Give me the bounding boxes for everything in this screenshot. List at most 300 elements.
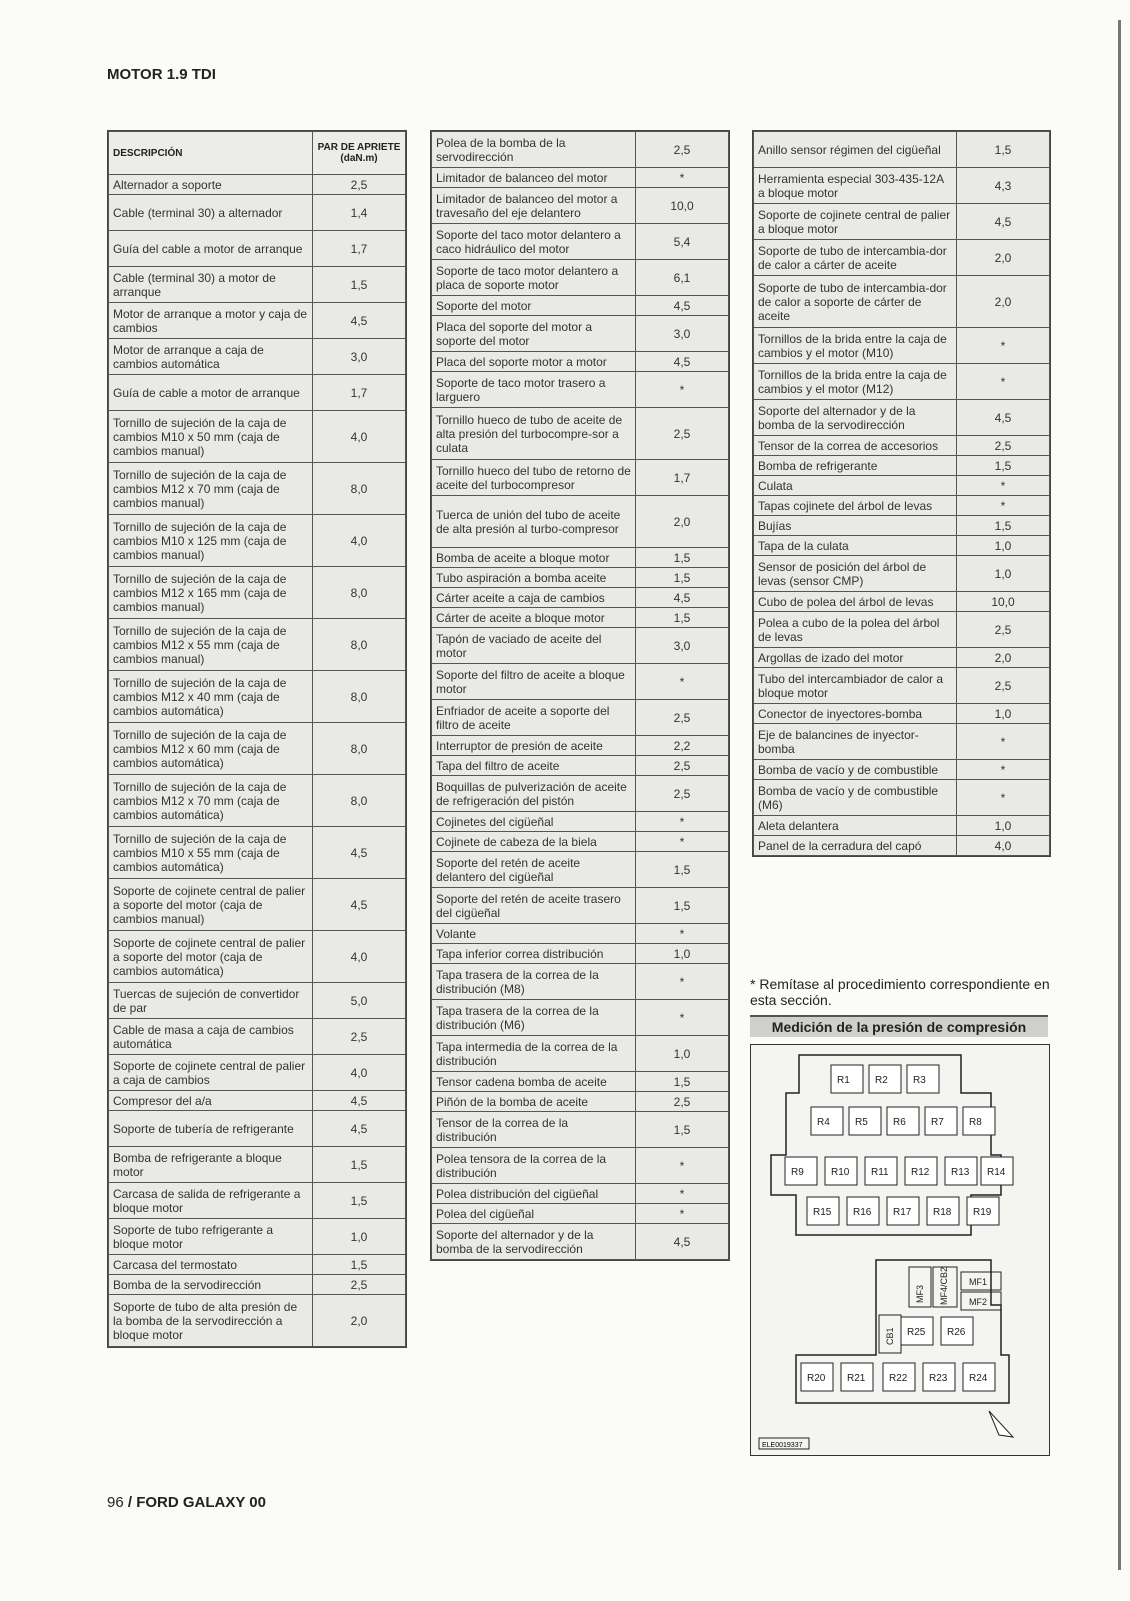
row-torque-value: 4,0: [313, 411, 406, 463]
row-torque-value: 2,5: [957, 612, 1050, 648]
table-row: [432, 1000, 729, 1036]
row-torque-value: 1,5: [636, 888, 729, 924]
row-description: Volante: [432, 924, 636, 944]
relay-label: R17: [893, 1207, 912, 1218]
table-row: [109, 267, 406, 303]
table-row: [432, 1148, 729, 1184]
table-row: [432, 608, 729, 628]
fuse-label: MF1: [969, 1277, 987, 1287]
row-torque-value: *: [636, 664, 729, 700]
row-torque-value: *: [636, 1000, 729, 1036]
row-torque-value: 4,0: [313, 1055, 406, 1091]
row-description: Boquillas de pulverización de aceite de refrigeración del pistón: [432, 776, 636, 812]
table-row: [432, 924, 729, 944]
row-description: Tornillo de sujeción de la caja de cambios M12 x 70 mm (caja de cambios manual): [109, 463, 313, 515]
relay-label: R2: [875, 1075, 888, 1086]
table-row: [432, 408, 729, 460]
table-row: [109, 339, 406, 375]
row-torque-value: 4,5: [313, 1111, 406, 1147]
row-description: Tensor de la correa de la distribución: [432, 1112, 636, 1148]
row-description: Soporte de tubo de alta presión de la bomba de la servodirección a bloque motor: [109, 1295, 313, 1347]
row-description: Tapón de vaciado de aceite del motor: [432, 628, 636, 664]
table-row: [754, 536, 1050, 556]
row-torque-value: 2,5: [636, 776, 729, 812]
row-description: Conector de inyectores-bomba: [754, 704, 957, 724]
relay-label: R25: [907, 1327, 926, 1338]
row-torque-value: 3,0: [636, 628, 729, 664]
table-row: [432, 296, 729, 316]
table-row: [432, 700, 729, 736]
table-row: [109, 1111, 406, 1147]
table-row: [432, 224, 729, 260]
row-description: Interruptor de presión de aceite: [432, 736, 636, 756]
table-row: [754, 816, 1050, 836]
row-description: Soporte de cojinete central de palier a soporte del motor (caja de cambios automática): [109, 931, 313, 983]
row-description: Motor de arranque a caja de cambios automática: [109, 339, 313, 375]
row-torque-value: *: [957, 760, 1050, 780]
row-description: Carcasa del termostato: [109, 1255, 313, 1275]
table-row: [754, 668, 1050, 704]
row-description: Alternador a soporte: [109, 175, 313, 195]
row-torque-value: 4,5: [636, 1224, 729, 1260]
row-description: Soporte del taco motor delantero a caco hidráulico del motor: [432, 224, 636, 260]
row-torque-value: 1,0: [957, 556, 1050, 592]
row-description: Tornillo de sujeción de la caja de cambios M12 x 165 mm (caja de cambios manual): [109, 567, 313, 619]
table-row: [432, 496, 729, 548]
row-description: Bomba de refrigerante: [754, 456, 957, 476]
row-description: Soporte de cojinete central de palier a soporte del motor (caja de cambios manual): [109, 879, 313, 931]
table-row: [109, 619, 406, 671]
table-row: [754, 648, 1050, 668]
torque-table-col3: [752, 130, 1051, 857]
row-torque-value: 4,5: [313, 827, 406, 879]
row-description: Soporte de cojinete central de palier a caja de cambios: [109, 1055, 313, 1091]
table-row: [432, 316, 729, 352]
table-row: [754, 328, 1050, 364]
torque-table-col1: [107, 130, 407, 1348]
table-row: [754, 780, 1050, 816]
relay-label: R26: [947, 1327, 966, 1338]
table-row: [754, 592, 1050, 612]
row-description: Limitador de balanceo del motor: [432, 168, 636, 188]
row-description: Soporte de tubo de intercambia-dor de calor a soporte de cárter de aceite: [754, 276, 957, 328]
row-description: Tapa trasera de la correa de la distribución (M6): [432, 1000, 636, 1036]
table-row: [109, 375, 406, 411]
table-row: [432, 664, 729, 700]
table-row: [754, 276, 1050, 328]
table-row: [432, 852, 729, 888]
table-row: [754, 516, 1050, 536]
row-torque-value: 1,7: [313, 375, 406, 411]
row-description: Tornillo de sujeción de la caja de cambios M10 x 50 mm (caja de cambios manual): [109, 411, 313, 463]
row-description: Tapa de la culata: [754, 536, 957, 556]
row-torque-value: *: [957, 364, 1050, 400]
row-description: Compresor del a/a: [109, 1091, 313, 1111]
relay-label: R19: [973, 1207, 992, 1218]
table-row: [432, 260, 729, 296]
table-row: [432, 548, 729, 568]
table-row: [432, 1184, 729, 1204]
table-row: [754, 240, 1050, 276]
row-torque-value: 4,5: [957, 204, 1050, 240]
table-row: [109, 1019, 406, 1055]
row-description: Anillo sensor régimen del cigüeñal: [754, 132, 957, 168]
row-torque-value: 2,0: [957, 276, 1050, 328]
row-torque-value: *: [957, 780, 1050, 816]
row-torque-value: 1,0: [636, 1036, 729, 1072]
row-description: Polea tensora de la correa de la distribución: [432, 1148, 636, 1184]
footnote: * Remítase al procedimiento correspondiente en esta sección.: [750, 976, 1050, 1008]
row-torque-value: 2,0: [313, 1295, 406, 1347]
relay-label: R6: [893, 1117, 906, 1128]
table-row: [109, 879, 406, 931]
row-description: Herramienta especial 303-435-12A a bloque motor: [754, 168, 957, 204]
table-row: [109, 1275, 406, 1295]
table-row: [432, 964, 729, 1000]
row-torque-value: 1,5: [636, 548, 729, 568]
row-description: Soporte de tubería de refrigerante: [109, 1111, 313, 1147]
row-description: Tapa intermedia de la correa de la distribución: [432, 1036, 636, 1072]
row-torque-value: 8,0: [313, 671, 406, 723]
table-row: [754, 496, 1050, 516]
row-description: Cable (terminal 30) a motor de arranque: [109, 267, 313, 303]
relay-label: R1: [837, 1075, 850, 1086]
row-description: Motor de arranque a motor y caja de cambios: [109, 303, 313, 339]
row-torque-value: 1,5: [957, 132, 1050, 168]
relay-box-diagram: [750, 1044, 1050, 1456]
row-description: Sensor de posición del árbol de levas (sensor CMP): [754, 556, 957, 592]
row-description: Tornillos de la brida entre la caja de cambios y el motor (M12): [754, 364, 957, 400]
row-torque-value: 1,5: [636, 608, 729, 628]
row-description: Tornillo de sujeción de la caja de cambios M12 x 70 mm (caja de cambios automática): [109, 775, 313, 827]
page-number: 96: [107, 1494, 124, 1511]
row-description: Tapa trasera de la correa de la distribución (M8): [432, 964, 636, 1000]
row-description: Tuercas de sujeción de convertidor de par: [109, 983, 313, 1019]
row-description: Tornillo hueco de tubo de aceite de alta presión del turbocompre-sor a culata: [432, 408, 636, 460]
row-torque-value: *: [636, 924, 729, 944]
relay-label: R11: [871, 1167, 889, 1178]
table-row: [109, 303, 406, 339]
row-description: Tornillo de sujeción de la caja de cambios M12 x 55 mm (caja de cambios manual): [109, 619, 313, 671]
row-torque-value: 5,4: [636, 224, 729, 260]
row-torque-value: 4,5: [636, 588, 729, 608]
footer-title: / FORD GALAXY 00: [127, 1494, 266, 1511]
table-row: [432, 776, 729, 812]
table-row: [109, 195, 406, 231]
fuse-label: MF4/CB2: [939, 1266, 949, 1305]
table-row: [109, 1219, 406, 1255]
row-description: Soporte del alternador y de la bomba de la servodirección: [754, 400, 957, 436]
table-row: [109, 1295, 406, 1347]
row-torque-value: 6,1: [636, 260, 729, 296]
fuse-label: MF3: [915, 1285, 925, 1303]
table-row: [109, 775, 406, 827]
row-torque-value: 1,7: [636, 460, 729, 496]
relay-label: R3: [913, 1075, 926, 1086]
row-torque-value: 1,5: [313, 267, 406, 303]
table-row: [109, 1055, 406, 1091]
row-description: Panel de la cerradura del capó: [754, 836, 957, 856]
row-torque-value: *: [636, 1184, 729, 1204]
row-torque-value: 2,0: [957, 240, 1050, 276]
table-row: [432, 1036, 729, 1072]
row-torque-value: 2,0: [636, 496, 729, 548]
row-description: Tornillo de sujeción de la caja de cambios M12 x 40 mm (caja de cambios automática): [109, 671, 313, 723]
row-torque-value: 4,0: [957, 836, 1050, 856]
row-torque-value: 2,5: [636, 756, 729, 776]
row-description: Guía del cable a motor de arranque: [109, 231, 313, 267]
row-description: Bomba de vacío y de combustible: [754, 760, 957, 780]
table-row: [754, 612, 1050, 648]
relay-label: R14: [987, 1167, 1006, 1178]
row-description: Aleta delantera: [754, 816, 957, 836]
col-header-description: DESCRIPCIÓN: [109, 132, 313, 175]
row-description: Tensor de la correa de accesorios: [754, 436, 957, 456]
row-description: Tensor cadena bomba de aceite: [432, 1072, 636, 1092]
row-torque-value: 10,0: [957, 592, 1050, 612]
relay-label: R18: [933, 1207, 952, 1218]
table-row: [754, 400, 1050, 436]
row-torque-value: 8,0: [313, 567, 406, 619]
row-torque-value: 10,0: [636, 188, 729, 224]
table-row: [754, 476, 1050, 496]
row-torque-value: *: [636, 168, 729, 188]
table-row: [432, 736, 729, 756]
row-torque-value: *: [957, 476, 1050, 496]
relay-label: R7: [931, 1117, 944, 1128]
row-description: Cubo de polea del árbol de levas: [754, 592, 957, 612]
table-row: [432, 168, 729, 188]
row-torque-value: *: [957, 724, 1050, 760]
row-description: Enfriador de aceite a soporte del filtro de aceite: [432, 700, 636, 736]
row-description: Piñón de la bomba de aceite: [432, 1092, 636, 1112]
table-row: [754, 364, 1050, 400]
fuse-label: MF2: [969, 1297, 987, 1307]
table-row: [432, 352, 729, 372]
row-torque-value: 8,0: [313, 619, 406, 671]
relay-label: R4: [817, 1117, 830, 1128]
diagram-code: ELE0019337: [762, 1442, 803, 1449]
row-description: Polea del cigüeñal: [432, 1204, 636, 1224]
table-row: [109, 411, 406, 463]
relay-label: R5: [855, 1117, 868, 1128]
row-description: Soporte de cojinete central de palier a bloque motor: [754, 204, 957, 240]
row-torque-value: 4,0: [313, 515, 406, 567]
table-row: [109, 1255, 406, 1275]
row-description: Tuerca de unión del tubo de aceite de alta presión al turbo-compresor: [432, 496, 636, 548]
table-row: [432, 832, 729, 852]
row-description: Limitador de balanceo del motor a travesaño del eje delantero: [432, 188, 636, 224]
row-torque-value: 1,5: [957, 516, 1050, 536]
table-row: [754, 556, 1050, 592]
table-row: [109, 1183, 406, 1219]
row-torque-value: 8,0: [313, 723, 406, 775]
table-row: [754, 436, 1050, 456]
relay-label: R9: [791, 1167, 804, 1178]
table-row: [754, 836, 1050, 856]
row-torque-value: 2,5: [636, 408, 729, 460]
table-row: [109, 723, 406, 775]
table-row: [432, 1092, 729, 1112]
row-description: Tornillo de sujeción de la caja de cambios M12 x 60 mm (caja de cambios automática): [109, 723, 313, 775]
row-torque-value: 5,0: [313, 983, 406, 1019]
pointer-arrow-icon: [989, 1411, 1013, 1437]
table-row: [109, 1091, 406, 1111]
row-description: Culata: [754, 476, 957, 496]
row-torque-value: 3,0: [313, 339, 406, 375]
relay-label: R20: [807, 1373, 826, 1384]
table-row: [754, 760, 1050, 780]
table-row: [754, 132, 1050, 168]
row-torque-value: 2,5: [313, 1275, 406, 1295]
relay-label: R12: [911, 1167, 930, 1178]
row-description: Soporte del motor: [432, 296, 636, 316]
page-footer: [107, 1494, 266, 1511]
table-row: [432, 812, 729, 832]
table-row: [432, 1112, 729, 1148]
row-torque-value: 2,0: [957, 648, 1050, 668]
row-torque-value: 8,0: [313, 463, 406, 515]
row-torque-value: 1,5: [636, 1072, 729, 1092]
table-row: [432, 756, 729, 776]
row-torque-value: 2,5: [313, 1019, 406, 1055]
table-row: [109, 827, 406, 879]
section-title: Medición de la presión de compresión: [750, 1015, 1048, 1037]
row-description: Bujías: [754, 516, 957, 536]
row-torque-value: *: [636, 1148, 729, 1184]
relay-label: R21: [847, 1373, 866, 1384]
row-torque-value: 1,0: [313, 1219, 406, 1255]
row-description: Tornillo hueco del tubo de retorno de aceite del turbocompresor: [432, 460, 636, 496]
row-description: Cárter de aceite a bloque motor: [432, 608, 636, 628]
table-row: [432, 888, 729, 924]
row-torque-value: 4,5: [957, 400, 1050, 436]
page-header: MOTOR 1.9 TDI: [107, 66, 216, 83]
row-torque-value: *: [636, 372, 729, 408]
row-torque-value: 1,5: [313, 1147, 406, 1183]
row-description: Bomba de la servodirección: [109, 1275, 313, 1295]
table-row: [432, 628, 729, 664]
row-torque-value: *: [636, 964, 729, 1000]
scanned-edge: [1080, 20, 1130, 1570]
row-description: Polea distribución del cigüeñal: [432, 1184, 636, 1204]
row-torque-value: 4,5: [313, 1091, 406, 1111]
row-description: Tubo aspiración a bomba aceite: [432, 568, 636, 588]
row-torque-value: 2,5: [636, 700, 729, 736]
row-torque-value: 2,5: [957, 436, 1050, 456]
row-torque-value: 1,5: [636, 1112, 729, 1148]
row-torque-value: 4,0: [313, 931, 406, 983]
row-description: Polea de la bomba de la servodirección: [432, 132, 636, 168]
row-description: Tapa del filtro de aceite: [432, 756, 636, 776]
row-torque-value: 1,7: [313, 231, 406, 267]
row-torque-value: *: [957, 328, 1050, 364]
row-description: Tapas cojinete del árbol de levas: [754, 496, 957, 516]
table-row: [432, 372, 729, 408]
row-torque-value: 2,5: [313, 175, 406, 195]
row-description: Soporte del filtro de aceite a bloque motor: [432, 664, 636, 700]
row-torque-value: 4,5: [636, 352, 729, 372]
row-torque-value: 4,5: [313, 303, 406, 339]
relay-label: R22: [889, 1373, 908, 1384]
row-torque-value: 1,5: [313, 1255, 406, 1275]
row-torque-value: 3,0: [636, 316, 729, 352]
col-header-torque: PAR DE APRIETE (daN.m): [313, 132, 406, 175]
row-description: Soporte del retén de aceite trasero del cigüeñal: [432, 888, 636, 924]
table-row: [109, 931, 406, 983]
row-torque-value: *: [636, 812, 729, 832]
row-torque-value: 1,0: [957, 536, 1050, 556]
row-description: Tapa inferior correa distribución: [432, 944, 636, 964]
table-row: [754, 456, 1050, 476]
row-torque-value: 8,0: [313, 775, 406, 827]
table-row: [109, 515, 406, 567]
row-description: Eje de balancines de inyector-bomba: [754, 724, 957, 760]
table-row: [432, 588, 729, 608]
table-row: [109, 463, 406, 515]
row-torque-value: 4,5: [636, 296, 729, 316]
row-description: Tornillo de sujeción de la caja de cambios M10 x 125 mm (caja de cambios manual): [109, 515, 313, 567]
row-description: Cable de masa a caja de cambios automática: [109, 1019, 313, 1055]
table-row: [109, 671, 406, 723]
row-torque-value: *: [636, 832, 729, 852]
row-description: Bomba de vacío y de combustible (M6): [754, 780, 957, 816]
row-description: Tubo del intercambiador de calor a bloque motor: [754, 668, 957, 704]
row-description: Guía de cable a motor de arranque: [109, 375, 313, 411]
table-row: [109, 1147, 406, 1183]
table-row: [754, 704, 1050, 724]
table-row: [432, 460, 729, 496]
table-row: [432, 1072, 729, 1092]
row-description: Tornillo de sujeción de la caja de cambios M10 x 55 mm (caja de cambios automática): [109, 827, 313, 879]
table-row: [109, 231, 406, 267]
row-torque-value: 1,5: [636, 568, 729, 588]
row-description: Soporte de tubo refrigerante a bloque motor: [109, 1219, 313, 1255]
table-row: [754, 724, 1050, 760]
row-torque-value: 2,2: [636, 736, 729, 756]
row-description: Cojinetes del cigüeñal: [432, 812, 636, 832]
row-description: Bomba de refrigerante a bloque motor: [109, 1147, 313, 1183]
relay-label: R10: [831, 1167, 850, 1178]
row-torque-value: 1,0: [957, 816, 1050, 836]
relay-label: R23: [929, 1373, 948, 1384]
row-description: Cojinete de cabeza de la biela: [432, 832, 636, 852]
row-torque-value: 2,5: [636, 1092, 729, 1112]
table-row: [432, 944, 729, 964]
row-torque-value: 1,5: [957, 456, 1050, 476]
torque-table-col2: [430, 130, 730, 1261]
relay-label: R13: [951, 1167, 970, 1178]
row-description: Soporte de tubo de intercambia-dor de calor a cárter de aceite: [754, 240, 957, 276]
row-description: Bomba de aceite a bloque motor: [432, 548, 636, 568]
row-torque-value: 1,0: [957, 704, 1050, 724]
row-description: Argollas de izado del motor: [754, 648, 957, 668]
table-row: [754, 168, 1050, 204]
table-row: [432, 132, 729, 168]
row-description: Placa del soporte motor a motor: [432, 352, 636, 372]
row-description: Soporte de taco motor delantero a placa de soporte motor: [432, 260, 636, 296]
table-row: [432, 1204, 729, 1224]
row-torque-value: 1,4: [313, 195, 406, 231]
row-torque-value: 1,5: [313, 1183, 406, 1219]
row-description: Cable (terminal 30) a alternador: [109, 195, 313, 231]
row-description: Soporte de taco motor trasero a larguero: [432, 372, 636, 408]
relay-label: R16: [853, 1207, 872, 1218]
row-torque-value: 2,5: [957, 668, 1050, 704]
row-torque-value: 1,5: [636, 852, 729, 888]
table-row: [109, 983, 406, 1019]
row-description: Tornillos de la brida entre la caja de cambios y el motor (M10): [754, 328, 957, 364]
